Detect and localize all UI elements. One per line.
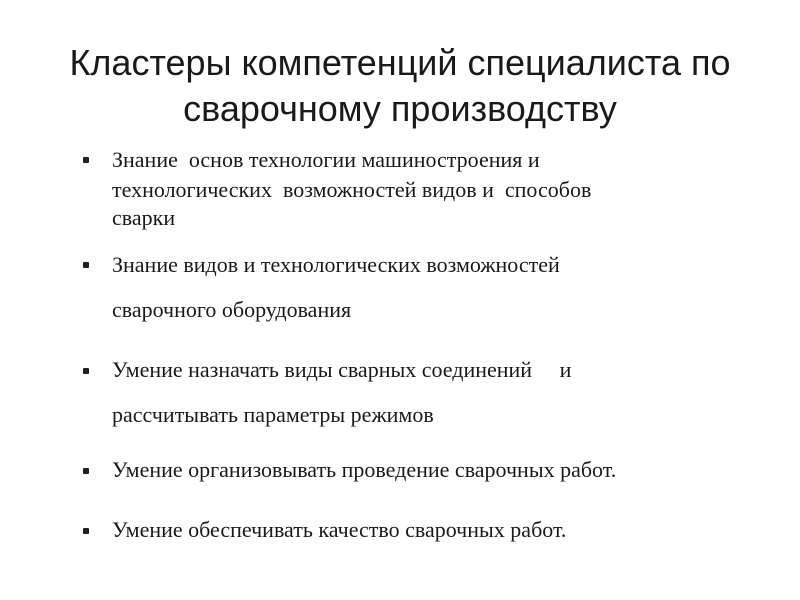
bullet-dot-icon [83, 262, 89, 268]
bullet-dot-icon [83, 528, 89, 534]
bullet-5-line-1: Умение обеспечивать качество сварочных работ. [112, 517, 567, 542]
title-line-2: сварочному производству [183, 88, 617, 129]
bullet-1-line-2: технологических возможностей видов и способов [112, 177, 592, 202]
bullet-dot-icon [83, 368, 89, 374]
title-line-1: Кластеры компетенций специалиста по [69, 42, 731, 83]
bullet-1-line-3: сварки [112, 205, 176, 230]
bullet-dot-icon [83, 157, 89, 163]
bullet-dot-icon [83, 468, 89, 474]
bullet-4-line-1: Умение организовывать проведение сварочных работ. [112, 457, 617, 482]
bullet-1-line-1: Знание основ технологии машиностроения и [112, 147, 540, 172]
bullet-2-line-1: Знание видов и технологических возможностей [112, 252, 560, 277]
bullet-3-line-1: Умение назначать виды сварных соединений и [112, 357, 572, 382]
bullet-3-line-2: рассчитывать параметры режимов [112, 402, 434, 427]
bullet-2-line-2: сварочного оборудования [112, 297, 352, 322]
